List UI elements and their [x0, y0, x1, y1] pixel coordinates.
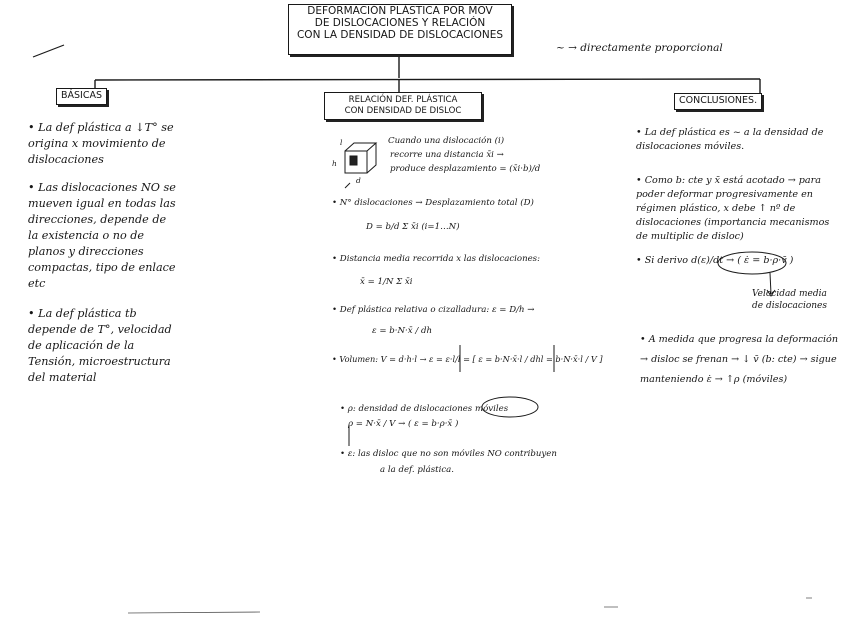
center-c3-formula: x̄ = 1/N Σ x̄i [360, 277, 413, 287]
title-line-3: CON LA DENSIDAD DE DISLOCACIONES [296, 28, 504, 41]
center-c7a: • ε: las disloc que no son móviles NO contribuyen [340, 449, 557, 459]
left-bullet-3: • La def plástica tb depende de T°, velocidad de aplicación de la Tensión, microestructura del material [28, 307, 172, 384]
center-c1c: produce desplazamiento = (x̄i·b)/d [390, 164, 541, 174]
center-c4-formula: ε = b·N·x̄ / dh [372, 326, 433, 336]
center-c3: • Distancia media recorrida x las dislocaciones: [332, 254, 540, 264]
header-basicas: BÁSICAS [56, 88, 107, 105]
header-conclusiones: CONCLUSIONES. [674, 93, 762, 110]
cube-label-l: l [340, 138, 343, 147]
title-line-1: DEFORMACIÓN PLÁSTICA POR MOV [307, 5, 493, 17]
center-c7b: a la def. plástica. [380, 465, 455, 475]
center-c6a: • ρ: densidad de dislocaciones móviles [340, 404, 509, 414]
center-c5: • Volumen: V = d·h·l → ε = ε·l/l = [ ε = b·N·x̄·l / dhl = b·N·x̄·l / V ] [332, 354, 603, 364]
right-bullet-4: • A medida que progresa la deformación → disloc se frenan → ↓ v̄ (b: cte) → sigue manteniendo ε̇ → ↑ρ (móviles) [640, 334, 839, 385]
header-relacion-line-1: RELACIÓN DEF. PLÁSTICA [348, 95, 458, 105]
left-column [28, 120, 178, 393]
center-c1a: Cuando una dislocación (i) [388, 136, 505, 146]
center-c6-formula: ρ = N·x̄ / V → ( ε = b·ρ·x̄ ) [348, 419, 459, 429]
center-c2: • N° dislocaciones → Desplazamiento total (D) [332, 198, 534, 208]
left-bullet-2: • Las dislocaciones NO se mueven igual en todas las direcciones, depende de la existencia o no de planos y direcciones compactas, tipo de enlace etc [28, 181, 176, 290]
right-bullet-2: • Como b: cte y x̄ está acotado → para poder deformar progresivamente en régimen plástico, x debe ↑ nº de dislocaciones (importancia mecanismos de multiplic de disloc) [636, 175, 830, 242]
cube-sketch [345, 143, 376, 173]
center-c2-formula: D = b/d Σ x̄i (i=1…N) [366, 222, 460, 232]
title-line-2: DE DISLOCACIONES Y RELACIÓN [314, 16, 486, 29]
header-relacion-line-2: CON DENSIDAD DE DISLOC [344, 106, 462, 116]
header-relacion [324, 92, 482, 120]
legend-note: ~ → directamente proporcional [556, 42, 723, 54]
title-box [288, 4, 512, 55]
center-c4: • Def plástica relativa o cizalladura: ε = D/h → [332, 305, 535, 315]
right-bullet-3: • Si derivo d(ε)/dt → ( ε̇ = b·ρ·v̄ ) [636, 255, 794, 266]
cube-label-d: d [356, 176, 361, 185]
right-velocity-note: Velocidad media de dislocaciones [752, 289, 827, 311]
cube-label-h: h [332, 159, 337, 168]
right-column [636, 126, 836, 275]
right-bullet-1: • La def plástica es ~ a la densidad de dislocaciones móviles. [636, 127, 824, 152]
left-bullet-1: • La def plástica a ↓T° se origina x movimiento de dislocaciones [28, 121, 174, 166]
center-c1b: recorre una distancia x̄i → [390, 150, 504, 160]
